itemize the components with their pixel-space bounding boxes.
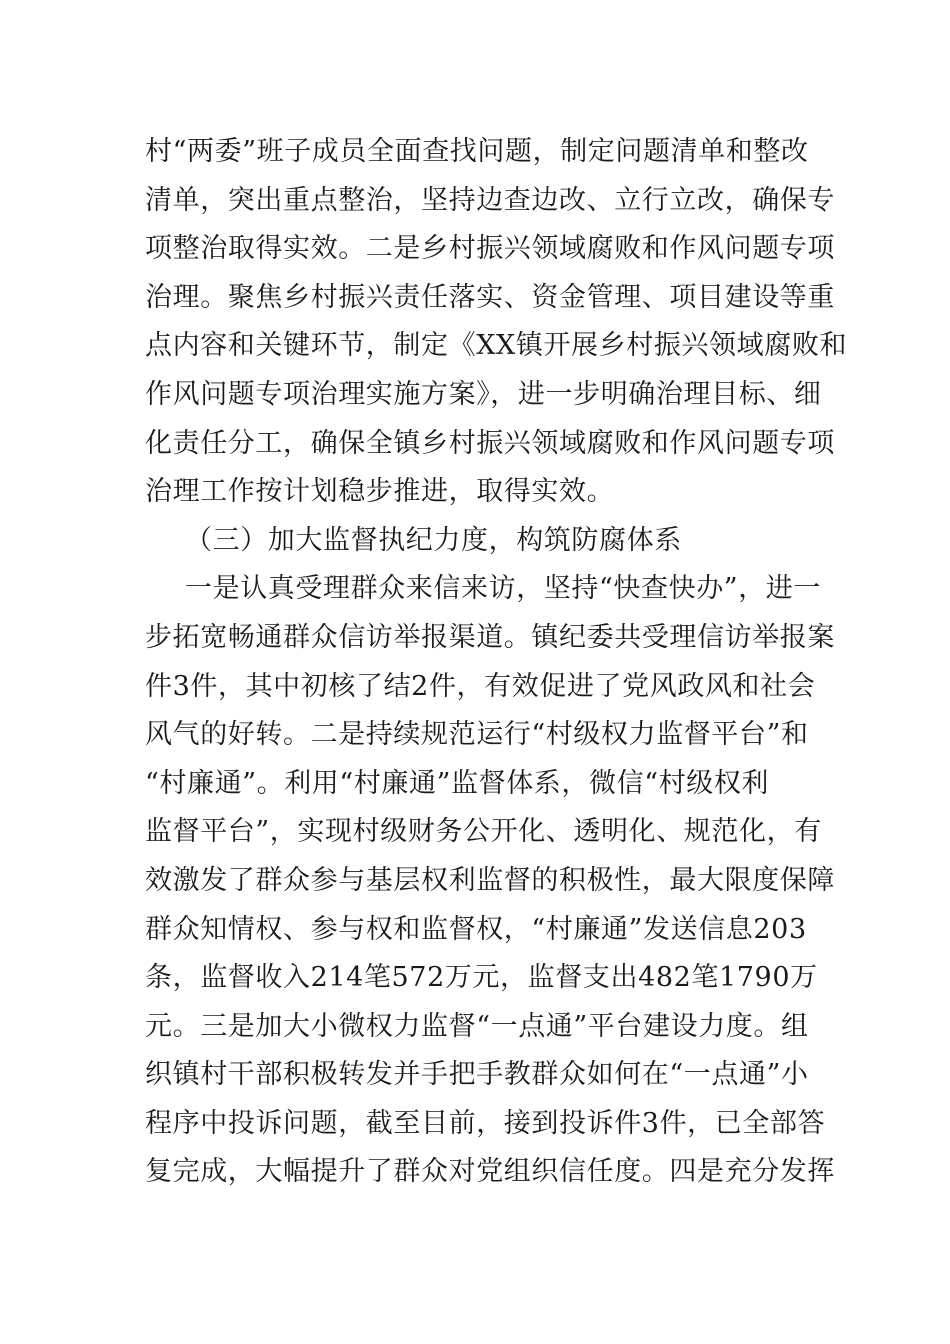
text-line: 作风问题专项治理实施方案》，进一步明确治理目标、细 xyxy=(145,378,822,410)
text-line: 村“两委”班子成员全面查找问题，制定问题清单和整改 xyxy=(145,136,809,167)
text-line: 程序中投诉问题，截至目前，接到投诉件3件，已全部答 xyxy=(145,1107,826,1139)
text-line: 治理工作按计划稳步推进，取得实效。 xyxy=(145,476,615,508)
text-line: 元。三是加大小微权力监督“一点通”平台建设力度。组 xyxy=(145,1010,809,1042)
text-line: 条，监督收入214笔572万元，监督支出482笔1790万 xyxy=(145,962,818,994)
text-line: 复完成，大幅提升了群众对党组织信任度。四是充分发挥 xyxy=(145,1156,835,1188)
text-line: 群众知情权、参与权和监督权，“村廉通”发送信息203 xyxy=(145,913,807,945)
text-line: 清单，突出重点整治，坚持边查边改、立行立改，确保专 xyxy=(145,184,835,216)
text-line: 件3件，其中初核了结2件，有效促进了党风政风和社会 xyxy=(145,670,816,702)
text-line: 治理。聚焦乡村振兴责任落实、资金管理、项目建设等重 xyxy=(145,281,835,313)
text-line: 项整治取得实效。二是乡村振兴领域腐败和作风问题专项 xyxy=(145,233,835,265)
text-line: 织镇村干部积极转发并手把手教群众如何在“一点通”小 xyxy=(145,1059,809,1091)
section-heading: （三）加大监督执纪力度，构筑防腐体系 xyxy=(185,524,682,556)
text-line: 点内容和关键环节，制定《XX镇开展乡村振兴领域腐败和 xyxy=(145,330,848,362)
text-line: 化责任分工，确保全镇乡村振兴领域腐败和作风问题专项 xyxy=(145,427,835,459)
text-line: 步拓宽畅通群众信访举报渠道。镇纪委共受理信访举报案 xyxy=(145,621,835,653)
text-line: 监督平台”，实现村级财务公开化、透明化、规范化，有 xyxy=(145,816,822,848)
paragraph-first-line: 一是认真受理群众来信来访，坚持“快查快办”，进一 xyxy=(185,573,822,605)
text-line: 效激发了群众参与基层权利监督的积极性，最大限度保障 xyxy=(145,864,835,896)
body-text xyxy=(145,128,848,1197)
text-line: 风气的好转。二是持续规范运行“村级权力监督平台”和 xyxy=(145,719,809,751)
text-line: “村廉通”。利用“村廉通”监督体系，微信“村级权利 xyxy=(145,767,770,799)
